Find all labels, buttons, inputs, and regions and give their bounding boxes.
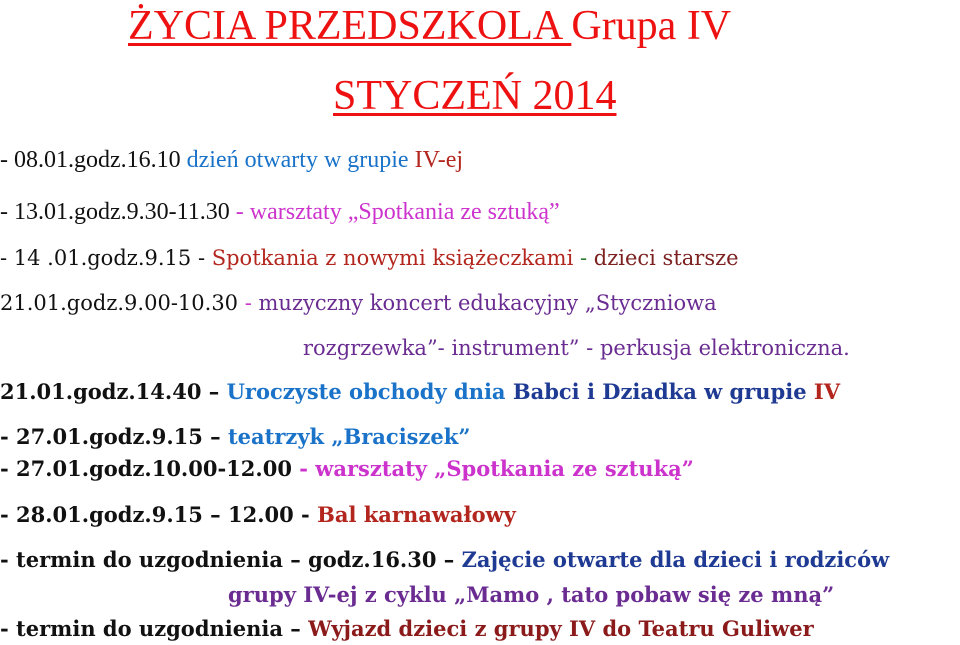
page-title (128, 2, 731, 50)
event-line: - termin do uzgodnienia – godz.16.30 – Zajęcie otwarte dla dzieci i rodziców (0, 547, 890, 572)
event-line: - termin do uzgodnienia – Wyjazd dzieci z grupy IV do Teatru Guliwer (0, 616, 814, 641)
event-line: - 28.01.godz.9.15 – 12.00 - Bal karnawałowy (0, 502, 516, 527)
event-line: 21.01.godz.9.00-10.30 - muzyczny koncert edukacyjny „Styczniowa (0, 291, 717, 315)
event-line-continuation: grupy IV-ej z cyklu „Mamo , tato pobaw się ze mną” (228, 582, 835, 607)
event-line: - 13.01.godz.9.30-11.30 - warsztaty „Spotkania ze sztuką” (0, 199, 560, 225)
event-line: - 14 .01.godz.9.15 - Spotkania z nowymi książeczkami - dzieci starsze (0, 246, 739, 270)
page-subtitle-month: STYCZEŃ 2014 (333, 73, 617, 119)
title-main: ŻYCIA PRZEDSZKOLA (128, 3, 572, 49)
event-line: - 27.01.godz.10.00-12.00 - warsztaty „Spotkania ze sztuką” (0, 456, 694, 481)
event-line: - 27.01.godz.9.15 – teatrzyk „Braciszek” (0, 424, 471, 449)
event-line: 21.01.godz.14.40 – Uroczyste obchody dnia Babci i Dziadka w grupie IV (0, 379, 840, 404)
event-line: - 08.01.godz.16.10 dzień otwarty w grupie IV-ej (0, 147, 464, 173)
title-group: Grupa IV (571, 3, 732, 49)
event-line-continuation: rozgrzewka”- instrument” - perkusja elektroniczna. (303, 336, 850, 360)
